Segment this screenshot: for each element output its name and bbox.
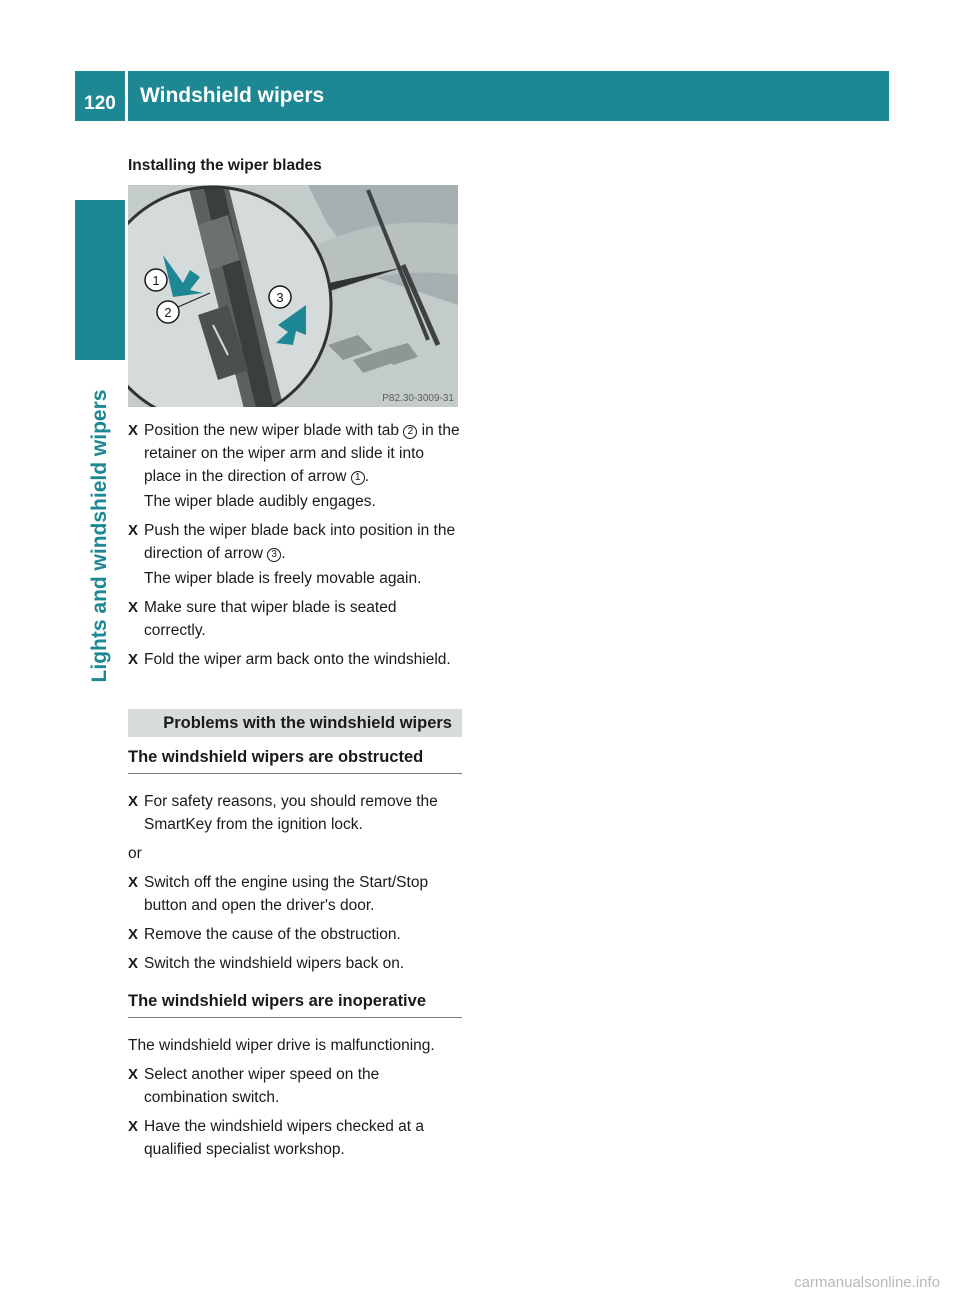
- callout-3: 3: [276, 290, 284, 305]
- inoperative-step-1: X Select another wiper speed on the combination switch.: [128, 1063, 462, 1109]
- page-number: 120: [84, 93, 116, 114]
- inoperative-intro: The windshield wiper drive is malfunctioning.: [128, 1037, 435, 1054]
- install-result-1: The wiper blade audibly engages.: [144, 493, 376, 510]
- wiper-illustration: [128, 185, 458, 407]
- inoperative-step-2: X Have the windshield wipers checked at a qualified specialist workshop.: [128, 1115, 462, 1161]
- obstructed-step-3: X Remove the cause of the obstruction.: [128, 923, 462, 946]
- install-step-4: X Fold the wiper arm back onto the windshield.: [128, 648, 462, 671]
- callout-1: 1: [152, 273, 160, 288]
- step-bullet: X: [128, 1118, 139, 1135]
- side-tab-text: Lights and windshield wipers: [88, 389, 111, 683]
- content-column: [128, 154, 462, 1167]
- obstructed-steps-2: [128, 871, 462, 975]
- step-bullet: X: [128, 955, 139, 972]
- ref-1: 1: [351, 471, 365, 485]
- step-bullet: X: [128, 599, 139, 616]
- side-tab: [75, 200, 125, 360]
- inoperative-steps: [128, 1063, 462, 1161]
- install-step-1: X Position the new wiper blade with tab 2 in the retainer on the wiper arm and slide it into place in the direction of arrow 1 .: [128, 419, 462, 488]
- figure-code: P82.30-3009-31: [382, 393, 454, 404]
- inoperative-heading: The windshield wipers are inoperative: [128, 989, 462, 1018]
- wiper-blade-figure: [128, 185, 458, 407]
- step-bullet: X: [128, 651, 139, 668]
- obstructed-step-2: X Switch off the engine using the Start/Stop button and open the driver's door.: [128, 871, 462, 917]
- watermark: carmanualsonline.info: [794, 1274, 940, 1291]
- ref-3: 3: [267, 548, 281, 562]
- obstructed-step-4: X Switch the windshield wipers back on.: [128, 952, 462, 975]
- obstructed-step-1: X For safety reasons, you should remove the SmartKey from the ignition lock.: [128, 790, 462, 836]
- installing-heading: Installing the wiper blades: [128, 157, 322, 174]
- section-title: Windshield wipers: [140, 84, 325, 107]
- install-step-3: X Make sure that wiper blade is seated correctly.: [128, 596, 462, 642]
- install-result-2: The wiper blade is freely movable again.: [144, 570, 422, 587]
- step-bullet: X: [128, 793, 139, 810]
- problems-heading: Problems with the windshield wipers: [128, 709, 462, 737]
- side-tab-label: [75, 366, 125, 706]
- install-steps: [128, 419, 462, 671]
- install-step-2: X Push the wiper blade back into position in the direction of arrow 3 .: [128, 519, 462, 565]
- or-text: or: [128, 845, 142, 862]
- header-divider: [125, 71, 128, 121]
- step-bullet: X: [128, 522, 139, 539]
- callout-2: 2: [164, 305, 172, 320]
- step-bullet: X: [128, 926, 139, 943]
- obstructed-steps: [128, 790, 462, 836]
- step-bullet: X: [128, 422, 139, 439]
- step-bullet: X: [128, 874, 139, 891]
- ref-2: 2: [403, 425, 417, 439]
- obstructed-heading: The windshield wipers are obstructed: [128, 745, 462, 774]
- step-bullet: X: [128, 1066, 139, 1083]
